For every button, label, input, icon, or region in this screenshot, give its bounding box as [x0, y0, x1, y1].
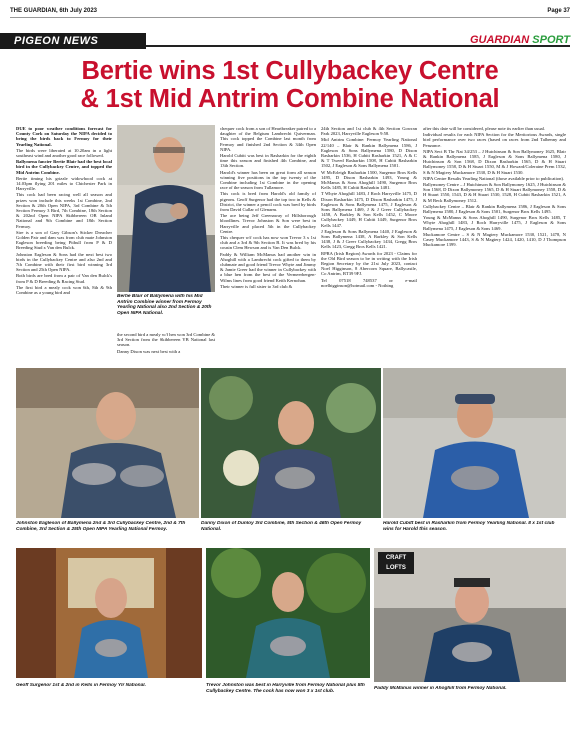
- paragraph: The first bird a mealy cock won 6th, 8th & 9th Combine as a young bird and: [16, 284, 112, 296]
- article-column-4: [321, 126, 417, 366]
- paragraph: The ace being Jeff Greenaway of Hillsborough bloodlines. Trevor Johnston & Son were best in Harryville and placed 5th in the Cullybackey Centre.: [220, 213, 316, 234]
- results-paragraph: Young & McManus & Sons Ahoghill 1490, Surgenor Bros Kells 1485, T Whyte Ahoghill 1483, J Roch Harryville 1475, J Eagleson & Sons Ballymena 1475, J Eagleson & Sons 1469.: [423, 215, 566, 231]
- article-column-2: [117, 332, 215, 366]
- photo-caption: Paddy McManus winner in Ahoghill from Fermoy National.: [374, 686, 507, 691]
- publication-date: THE GUARDIAN, 6th July 2023: [10, 8, 98, 14]
- paragraph: Individual results for each NIPA Section for the Meritorious Awards, single bird performance over two races (based on races from 2nd Talbenny and Penzance.: [423, 132, 566, 148]
- results-paragraph: NIPA Sect B Thr Nat 34/253 – J Hutchinson & Son Ballymoney 1625, Blair & Rankin Ballymena 1585, J Eagleson & Sons Ballymena 1580, J Hutchinson & Son 1568, D Dixon Rasharkin 1565, D & H Stuart Ballymoney 1558, D & H Stuart 1550, M & J Howard/Coleraine Prem 1532, S & N Magiery Muckamore 1530, D & H Stuart 1530.: [423, 148, 566, 175]
- paragraph: RPRA (Irish Region) Awards for 2023 - Claims for the Old Bird season to be in writing with the Irish Region Secretary by the 21st July 2023, contact Noel Higginson, 8 Abercorn Square, Ballycastle, Co Antrim, BT39 9FJ.: [321, 250, 417, 277]
- paragraph: Sire is a son of Gary Gibson's Sticker Dreacher Golden Pair and dam was from club mate Johnston Eagleson breeding being Pitbull from P & D Breeding Stud x Van den Bulck.: [16, 229, 112, 251]
- page-number: Page 37: [547, 8, 570, 14]
- photo-harold-cubitt: [383, 368, 566, 518]
- article-column-5: [423, 126, 566, 366]
- section-banner: PIGEON NEWS: [0, 33, 146, 49]
- paragraph: Harold Cubitt was best in Rasharkin for the eighth time this season and finished 4th Combine, and 13th Section.: [220, 153, 316, 169]
- photo-bertie-blair: [117, 125, 215, 292]
- article-column-3: [220, 126, 316, 366]
- paragraph: This chequer w/f cock has now won Trevor 3 x 1st club and a 3rd & 9th Section B. It was bred by his cousin Clem Hewson and is Van Den Bulck.: [220, 235, 316, 251]
- photo-johnston-eagleson: [16, 368, 199, 518]
- photo-danny-dixon: [201, 368, 381, 518]
- contact-paragraph: Tel 07518 748537 or e-mail noelhigginson@hotmail.com - Nothing: [321, 277, 417, 288]
- paragraph: This cock had been racing well all season and prizes won include this weeks 1st Combine, 2nd Section & 20th Open NIPA, 3rd Combine & 5th Section Fermoy 3 Bird, 7th Combine, 18th Section & 202nd Open NIPA Skibbereen OB Inland National and 9th Combine and 18th Section Fermoy.: [16, 192, 112, 229]
- paragraph-bold: Ballymena fancier Bertie Blair had the best local bird in the Cullybackey Centre, and topped the Mid Antrim Combine.: [16, 159, 112, 175]
- results-paragraph: Ballymoney Centre – J Hutchinson & Son Ballymoney 1625, J Hutchinson & Son 1568, D Dixon Ballymoney 1565, D & H Stuart Ballymoney 1558, D & H Stuart 1550, 1543, D & H Stuart 1530, 1528, H Cubitt Rasharkin 1521, A & M Beck Ballymoney 1512.: [423, 182, 566, 203]
- photo-geoff-surgenor: [16, 548, 202, 678]
- paragraph: 24th Section and 1st club & 4th Section Gowran Park 2023, Harryville Eagleson 9:58.: [321, 126, 417, 137]
- results-paragraph: Mid Antrim Combine: Fermoy Yearling National 22/140 – Blair & Rankin Ballymena 1586, J Eagleson & Sons Ballymena 1580, D Dixon Rasharkin 1536, H Cubitt Rasharkin 1521, A & C & T Tweed Rasharkin 1508, H Cubitt Rasharkin 1502, J Eagleson & Sons Ballymena 1501.: [321, 137, 417, 169]
- photo-caption: Bertie Blair of Ballymena with his Mid Antrim Combine winner from Fermoy Yearling National also 2nd Section & 20th Open NIPA National.: [117, 294, 212, 316]
- paragraph: Both birds are bred from a pair of Van den Bulck's from P & D Breeding & Racing Stud.: [16, 273, 112, 284]
- photo-caption: Danny Dixon of Dunloy 3rd Combine, 5th Section & 46th Open Fermoy National.: [201, 521, 362, 532]
- paragraph: chequer cock from a son of Heartbreaker paired to a daughter of the Belgium Lambrecht Quiverman. This cock topped the Combine last month from Fermoy and finished 2nd Section & 34th Open NIPA.: [220, 126, 316, 152]
- headline-line-2: & 1st Mid Antrim Combine National: [80, 85, 500, 113]
- headline: [8, 57, 572, 113]
- results-paragraph: J Eagleson & Sons Ballymena 1440, J Eagleson & Sons Ballymena 1438, A Barkley & Son Kells 1438, J & J Greer Cullybackey 1434, Gregg Bros Kells 1423, Gregg Bros Kells 1421.: [321, 228, 417, 250]
- results-paragraph: T Whyte Ahoghill 1483, J Roch Harryville 1475, D Dixon Rasharkin 1475, D Dixon Rasharkin 1475, J Eagleson & Sons Ballymena 1475, J Eagleson & Sons Ballymena 1469, J & J Greer Cullybackey 1458, A Barkley & Son Kells 1452, C Moore Cullybackey 1449, H Cubitt 1449, Surgenor Bros Kells 1447.: [321, 191, 417, 228]
- paragraph: NIPA Centre Results Yearling National (those available prior to publication).: [423, 175, 565, 181]
- paragraph: Bertie timing his grizzle widowhood cock at 14.03pm flying 201 miles to Chichester Park in Harryville.: [16, 175, 112, 192]
- paragraph: This cock is bred from Harold's old family of pigeons. Geoff Surgenor had the top two in Kells & District, the winner a pencil cock was bred by birds from David Cullar of Glenarm.: [220, 191, 316, 213]
- paragraph: Danny Dixon was next best with a: [117, 348, 181, 354]
- sign-line-1: CRAFT: [385, 555, 407, 561]
- paragraph: the second bird a mealy w/f hen won 3rd Combine & 3rd Section from the Skibbereen YB National last season.: [117, 332, 215, 348]
- paragraph: Johnston Eagleson & Sons had the next best two birds in the Cullybackey Centre and also 2nd and 7th Combine with their first bird winning 3rd Section and 25th Open NIPA.: [16, 251, 112, 273]
- headline-line-1: Bertie wins 1st Cullybackey Centre: [81, 57, 499, 85]
- sign-line-2: LOFTS: [386, 565, 406, 571]
- results-paragraph: W McErleigh Rasharkin 1500, Surgenor Bros Kells 1495, D Dixon Rasharkin 1493, Young & McManus & Sons Ahoghill 1490, Surgenor Bros Kells 1485, H Cubitt Rasharkin 1481.: [321, 169, 417, 191]
- paragraph: Paddy & William McManus had another win in Ahoghill with a Lambrecht cock gifted to them by clubmate and good friend Trevor Whyte and Jimmy & Jamie Greer had the winner in Cullybackey with a blue hen from the best of the Vermeerbergen-Wilms lines from good friend Keith Kernohan.: [220, 251, 316, 283]
- photo-trevor-johnston: [206, 548, 370, 678]
- paragraph: The birds were liberated at 10.20am in a light southeast wind and another good race followed.: [16, 147, 112, 159]
- photo-caption: Geoff Surgenor 1st & 2nd in Kells in Fermoy Ylr National.: [16, 683, 146, 688]
- photo-caption: Trevor Johnston was best in Harryville from Fermoy National plus 5th Cullybackey Centre. The cock has now won 3 x 1st club.: [206, 683, 365, 694]
- brand-logo: [470, 34, 570, 46]
- brand-guardian: GUARDIAN: [469, 34, 530, 46]
- page-header: [10, 8, 570, 18]
- results-paragraph: Cullybackey Centre – Blair & Rankin Ballymena 1586, J Eagleson & Sons Ballymena 1580, J Eagleson & Sons 1501, Surgenor Bros Kells 1495.: [423, 203, 566, 215]
- brand-sport: SPORT: [532, 34, 570, 46]
- paragraph: after this date will be considered, please note its earlier than usual.: [423, 126, 546, 131]
- lead-paragraph: DUE to poor weather conditions forecast for County Cork on Saturday the NIPA decided to bring the birds back to Fermoy for their Yearling National.: [16, 126, 112, 147]
- article-column-1: [16, 126, 112, 366]
- paragraph: Their winner is full sister to 3rd club &: [220, 283, 293, 289]
- results-paragraph: Muckamore Centre – S & N Magiery Muckamore 1530, 1521, 1478, N Casey Muckamore 1443, S & N Magiery 1424, 1420, 1410, D J Thompson Muckamore 1399.: [423, 231, 566, 248]
- paragraph: Harold's winner has been on great form all season winning five positions in the top twenty of the Combine including 1st Combine in the opening race of the season from Tullamore.: [220, 169, 316, 191]
- photo-caption: Johnston Eagleson of Ballymena 2nd & 3rd Cullybackey Centre, 2nd & 7th Combine, 3rd Section & 25th Open NIPA Yearling National Fermoy.: [16, 521, 186, 532]
- craft-lofts-sign: [378, 552, 414, 574]
- photo-caption: Harold Cubitt best in Rasharkin from Fermoy Yearling National. 8 x 1st club wins for Harold this season.: [383, 521, 555, 532]
